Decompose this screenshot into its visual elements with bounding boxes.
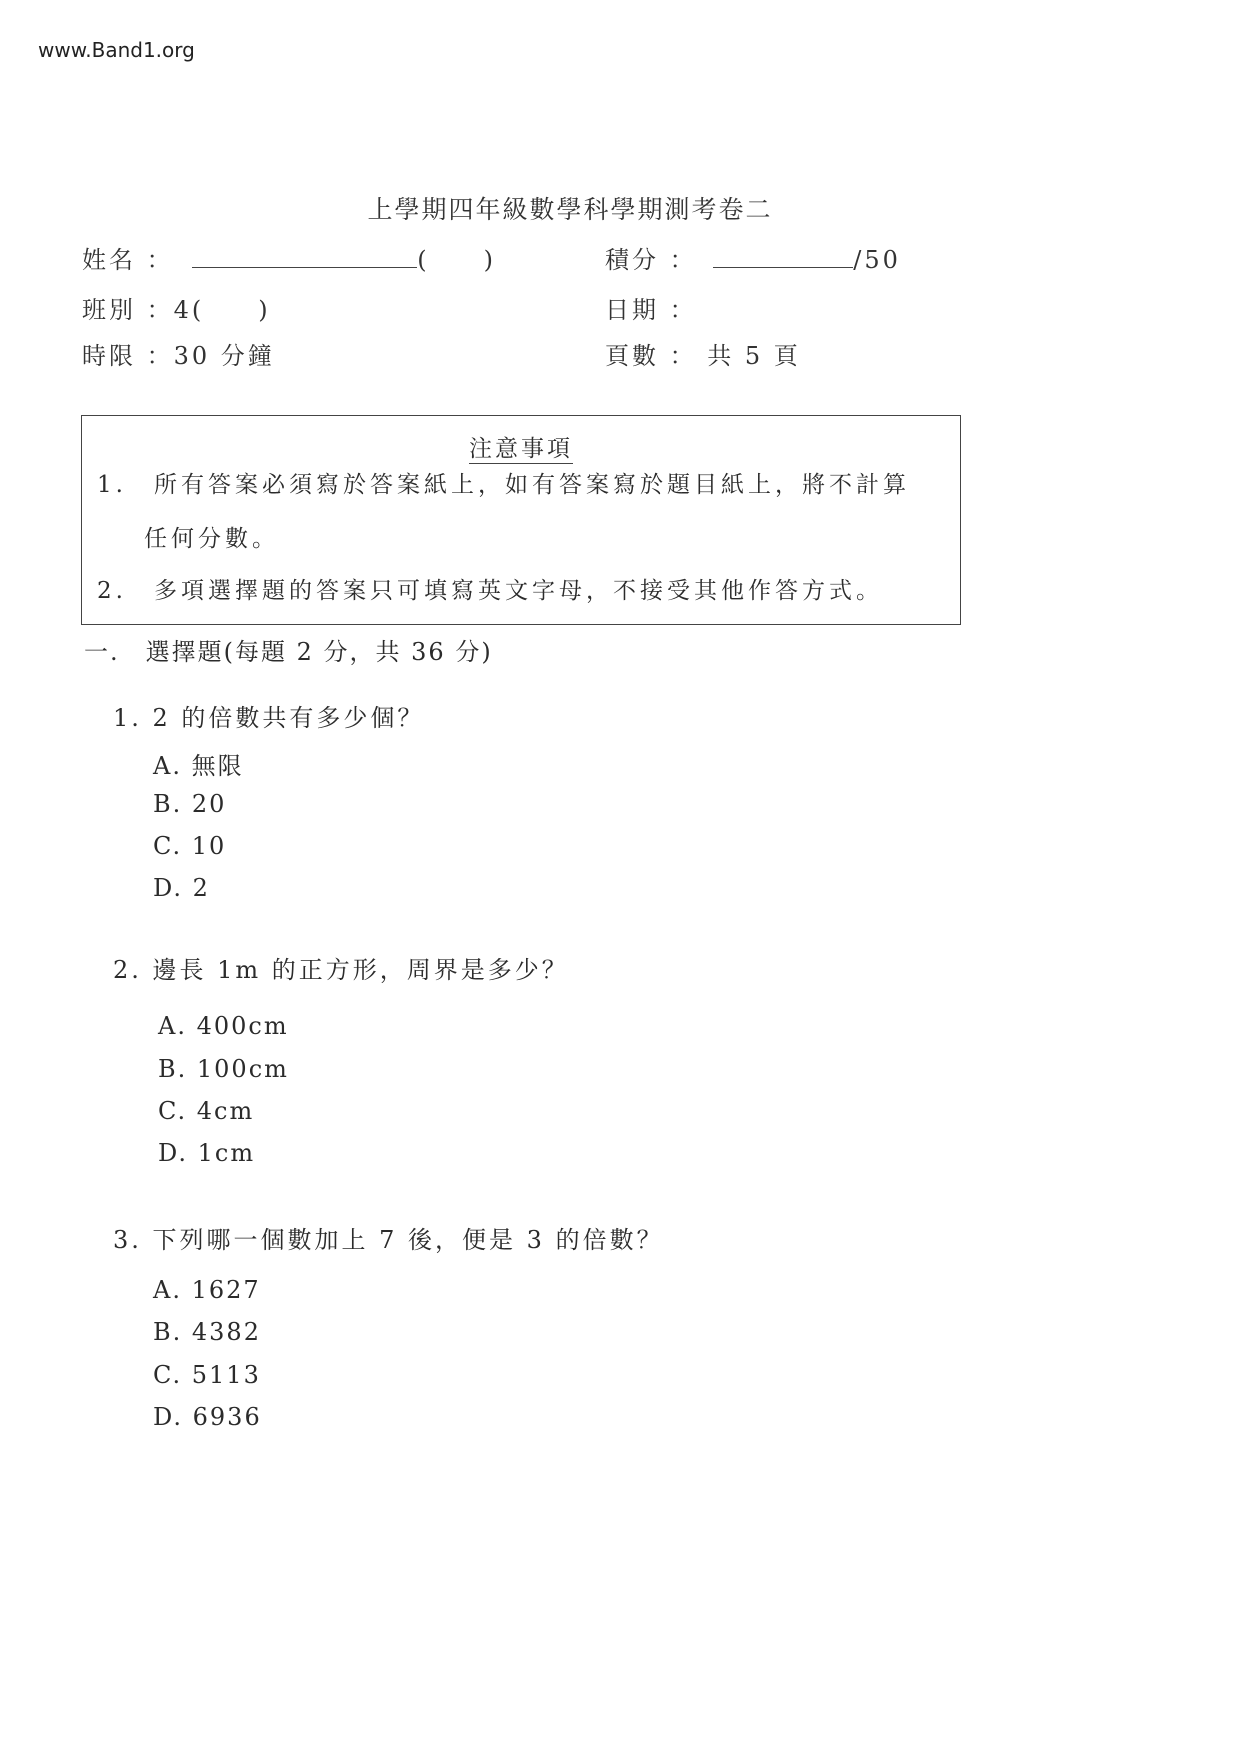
name-blank xyxy=(192,245,417,268)
class-field: 班別 ：4( ) xyxy=(82,296,271,324)
time-limit-field: 時限 ：30 分鐘 xyxy=(82,342,275,370)
section-title: 一. 選擇題(每題 2 分，共 36 分) xyxy=(84,638,493,666)
question-1: 1. 2 的倍數共有多少個？ xyxy=(113,704,425,732)
notice-item-1: 1. 所有答案必須寫於答案紙上，如有答案寫於題目紙上，將不計算 xyxy=(97,472,910,498)
notice-title xyxy=(82,430,960,463)
exam-title: 上學期四年級數學科學期測考卷二 xyxy=(367,195,773,224)
page-count-field: 頁數 ： 共 5 頁 xyxy=(605,342,801,370)
question-3-option-a: A. 1627 xyxy=(153,1276,261,1304)
question-2-option-a: A. 400cm xyxy=(158,1012,289,1040)
question-1-option-b: B. 20 xyxy=(153,790,227,818)
question-3-option-b: B. 4382 xyxy=(153,1318,261,1346)
question-3: 3. 下列哪一個數加上 7 後，便是 3 的倍數？ xyxy=(113,1226,664,1254)
question-3-option-d: D. 6936 xyxy=(153,1403,262,1431)
site-watermark: www.Band1.org xyxy=(38,38,195,62)
notice-item-2: 2. 多項選擇題的答案只可填寫英文字母，不接受其他作答方式。 xyxy=(97,578,883,604)
score-total: /50 xyxy=(853,246,901,274)
notice-box xyxy=(81,415,961,625)
name-field xyxy=(82,240,496,275)
notice-item-1-continued: 任何分數。 xyxy=(144,526,279,552)
score-label: 積分 ： xyxy=(605,246,697,274)
question-2-option-c: C. 4cm xyxy=(158,1097,255,1125)
score-field xyxy=(605,240,901,275)
question-2: 2. 邊長 1m 的正方形，周界是多少？ xyxy=(113,956,569,984)
score-blank xyxy=(713,245,853,268)
name-label: 姓名 ： xyxy=(82,246,174,274)
question-2-option-b: B. 100cm xyxy=(158,1055,289,1083)
class-number-paren: ( ) xyxy=(417,246,497,274)
date-field: 日期 ： xyxy=(605,296,697,324)
question-1-option-a: A. 無限 xyxy=(153,752,244,780)
question-2-option-d: D. 1cm xyxy=(158,1139,256,1167)
notice-title-text: 注意事項 xyxy=(469,436,573,462)
question-3-option-c: C. 5113 xyxy=(153,1361,261,1389)
question-1-option-d: D. 2 xyxy=(153,874,210,902)
question-1-option-c: C. 10 xyxy=(153,832,227,860)
